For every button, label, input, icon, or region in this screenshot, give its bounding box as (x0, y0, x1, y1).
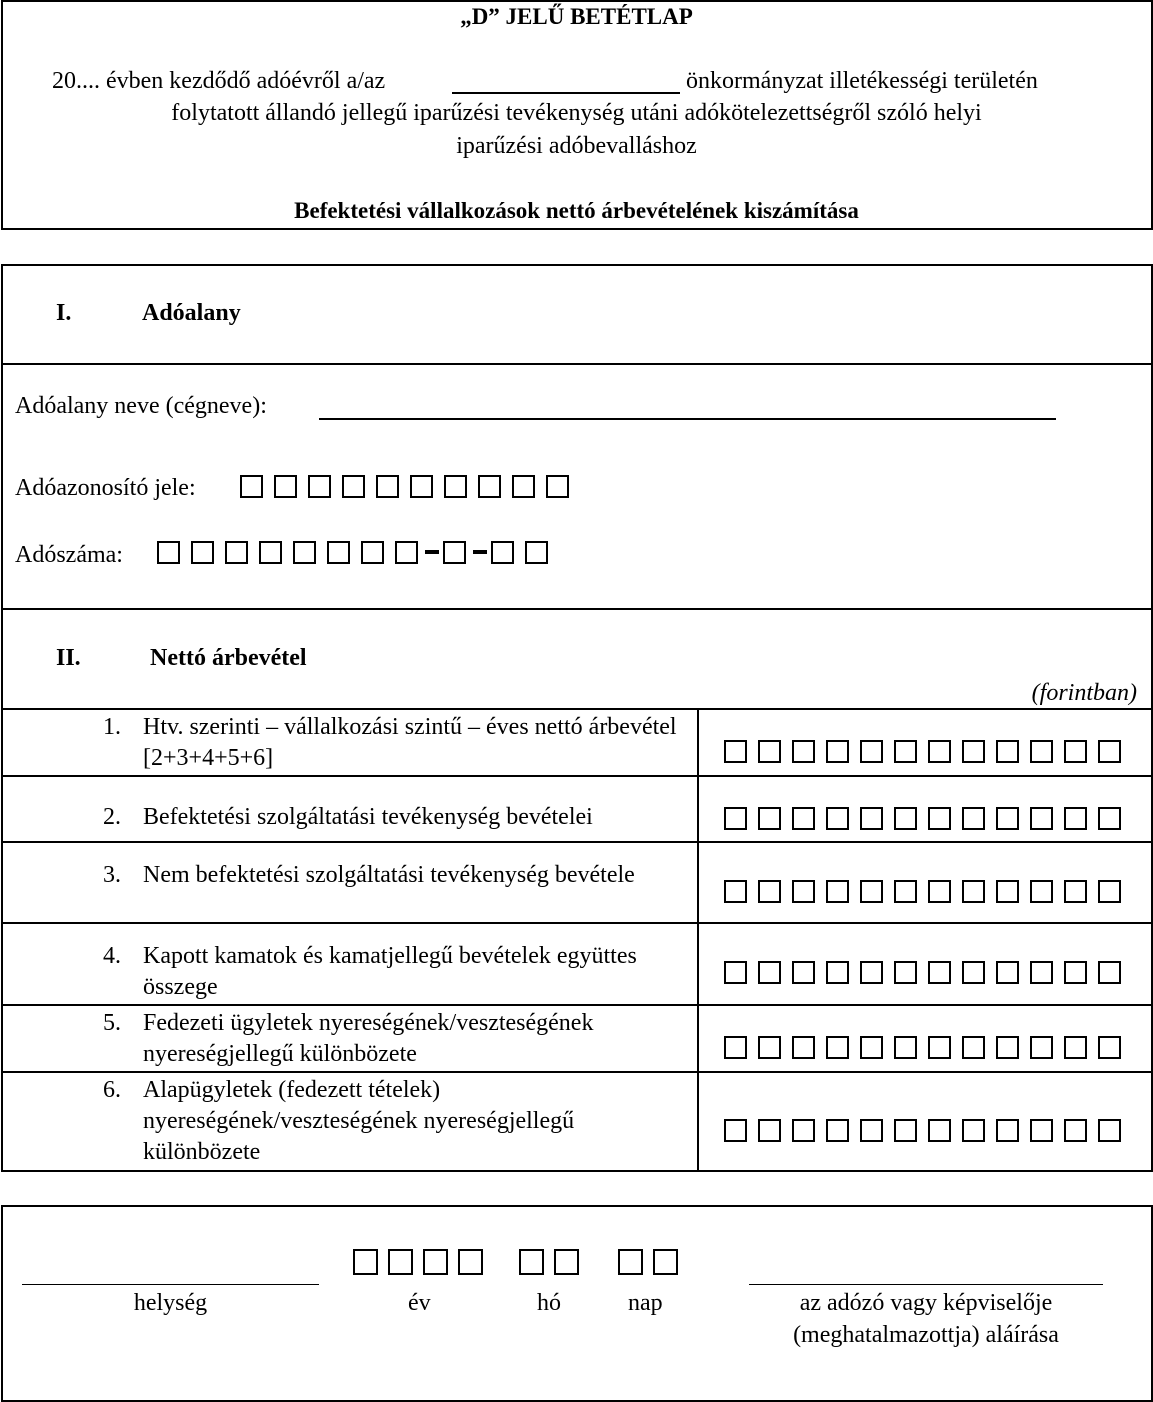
table-line (1, 708, 1153, 710)
row-amount-boxes[interactable] (724, 804, 1132, 831)
year-label: év (408, 1290, 431, 1316)
municipality-blank[interactable] (452, 92, 680, 94)
place-field[interactable] (22, 1284, 319, 1285)
row-number: 5. (103, 1010, 121, 1036)
row-number: 1. (103, 714, 121, 740)
table-line (1, 1004, 1153, 1006)
tax-number-label: Adószáma: (15, 542, 123, 568)
taxpayer-name-field[interactable] (319, 418, 1056, 420)
row-label: Alapügyletek (fedezett tételek) nyereségének/veszteségének nyereségjellegű különbözete (143, 1077, 575, 1165)
intro-line3: iparűzési adóbevalláshoz (456, 133, 697, 159)
section2-title: Nettó árbevétel (150, 645, 307, 671)
row-label: Befektetési szolgáltatási tevékenység bevételei (143, 804, 593, 830)
form-subtitle: Befektetési vállalkozások nettó árbevételének kiszámítása (294, 198, 859, 223)
row-number: 3. (103, 862, 121, 888)
row-label: Kapott kamatok és kamatjellegű bevételek együttes összege (143, 943, 637, 1000)
signature-label-line1: az adózó vagy képviselője (799, 1290, 1053, 1316)
row-amount-boxes[interactable] (724, 737, 1132, 764)
signature-field[interactable] (749, 1284, 1103, 1285)
table-line (1, 775, 1153, 777)
divider (1, 363, 1153, 365)
table-line (1, 922, 1153, 924)
row-label: Htv. szerinti – vállalkozási szintű – éves nettó árbevétel [2+3+4+5+6] (143, 714, 677, 771)
intro-line1-a: 20.... évben kezdődő adóévről a/az (52, 68, 386, 94)
section1-title: Adóalany (142, 300, 241, 326)
month-label: hó (537, 1290, 561, 1316)
row-number: 6. (103, 1077, 121, 1103)
table-line (1, 1071, 1153, 1073)
row-label: Fedezeti ügyletek nyereségének/veszteségének nyereségjellegű különbözete (143, 1010, 594, 1067)
signature-label-line2: (meghatalmazottja) aláírása (793, 1322, 1059, 1348)
taxpayer-name-label: Adóalany neve (cégneve): (15, 393, 267, 419)
tax-id-boxes[interactable] (240, 472, 580, 499)
table-column-divider (697, 708, 699, 1172)
row-number: 4. (103, 943, 121, 969)
form-title: „D” JELŰ BETÉTLAP (460, 4, 693, 29)
row-amount-boxes[interactable] (724, 1033, 1132, 1060)
table-line (1, 841, 1153, 843)
day-label: nap (628, 1290, 663, 1316)
tax-number-boxes[interactable] (157, 538, 559, 565)
row-number: 2. (103, 804, 121, 830)
row-amount-boxes[interactable] (724, 1116, 1132, 1143)
section2-number: II. (56, 645, 81, 671)
section1-number: I. (56, 300, 72, 326)
unit-label: (forintban) (1031, 680, 1137, 706)
row-amount-boxes[interactable] (724, 877, 1132, 904)
place-label: helység (133, 1290, 208, 1316)
intro-line1-b: önkormányzat illetékességi területén (686, 68, 1038, 94)
row-label: Nem befektetési szolgáltatási tevékenység bevétele (143, 862, 635, 888)
year-boxes[interactable] (353, 1248, 494, 1275)
day-boxes[interactable] (618, 1248, 689, 1275)
tax-id-label: Adóazonosító jele: (15, 475, 196, 501)
row-amount-boxes[interactable] (724, 958, 1132, 985)
intro-line2: folytatott állandó jellegű iparűzési tevékenység utáni adókötelezettségről szóló helyi (171, 100, 982, 126)
month-boxes[interactable] (519, 1248, 590, 1275)
divider (1, 608, 1153, 610)
